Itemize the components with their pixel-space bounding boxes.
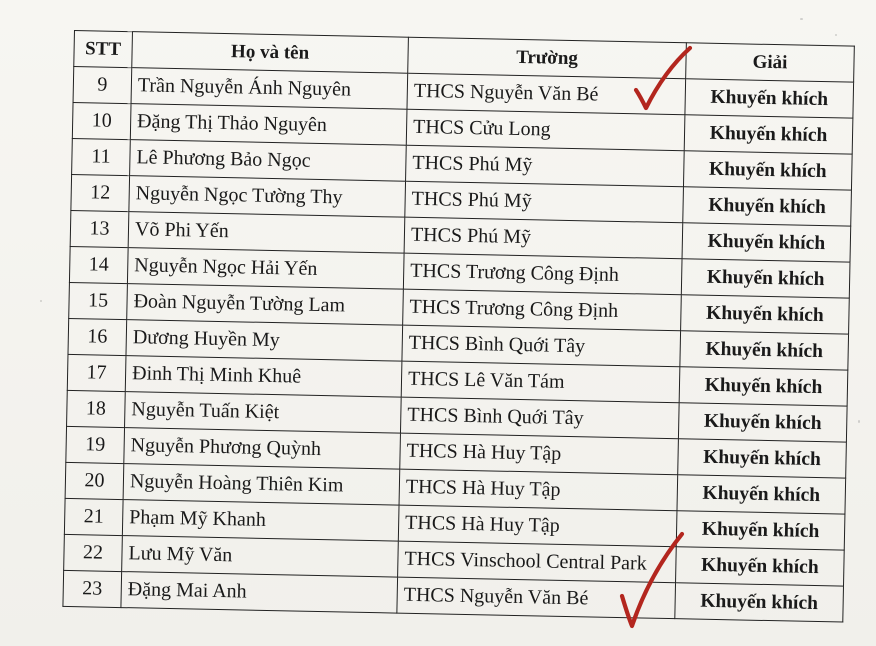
cell-name: Nguyễn Tuấn Kiệt	[125, 392, 402, 434]
speck	[858, 420, 860, 423]
cell-prize: Khuyến khích	[678, 439, 847, 478]
cell-prize: Khuyến khích	[681, 259, 850, 298]
cell-stt: 21	[64, 498, 123, 535]
speck	[800, 18, 803, 20]
cell-name: Phạm Mỹ Khanh	[122, 500, 399, 542]
cell-prize: Khuyến khích	[679, 367, 848, 406]
cell-prize: Khuyến khích	[676, 547, 845, 586]
cell-stt: 10	[72, 102, 131, 139]
cell-stt: 23	[63, 570, 122, 607]
cell-name: Nguyễn Phương Quỳnh	[124, 428, 401, 470]
cell-stt: 15	[69, 282, 128, 319]
cell-name: Đoàn Nguyễn Tường Lam	[127, 284, 404, 326]
cell-school: THCS Hà Huy Tập	[399, 469, 678, 511]
cell-name: Đinh Thị Minh Khuê	[125, 356, 402, 398]
cell-name: Nguyễn Hoàng Thiên Kim	[123, 464, 400, 506]
cell-prize: Khuyến khích	[678, 403, 847, 442]
cell-stt: 19	[66, 426, 125, 463]
cell-school: THCS Hà Huy Tập	[400, 433, 679, 475]
cell-name: Nguyễn Ngọc Tường Thy	[129, 176, 406, 218]
cell-school: THCS Trương Công Định	[403, 253, 682, 295]
cell-prize: Khuyến khích	[685, 79, 854, 118]
cell-school: THCS Bình Quới Tây	[402, 325, 681, 367]
cell-stt: 13	[70, 210, 129, 247]
cell-stt: 12	[71, 174, 130, 211]
results-table	[62, 30, 854, 623]
cell-school: THCS Phú Mỹ	[405, 181, 684, 223]
cell-stt: 22	[64, 534, 123, 571]
cell-school: THCS Phú Mỹ	[404, 217, 683, 259]
cell-stt: 20	[65, 462, 124, 499]
cell-school: THCS Nguyễn Văn Bé	[407, 73, 686, 115]
cell-prize: Khuyến khích	[676, 511, 845, 550]
table-body	[63, 67, 854, 623]
cell-school: THCS Phú Mỹ	[406, 145, 685, 187]
cell-name: Lưu Mỹ Văn	[122, 536, 399, 578]
cell-name: Trần Nguyễn Ánh Nguyên	[131, 68, 408, 110]
cell-school: THCS Hà Huy Tập	[398, 505, 677, 547]
cell-prize: Khuyến khích	[680, 331, 849, 370]
cell-name: Võ Phi Yến	[128, 212, 405, 254]
cell-prize: Khuyến khích	[681, 295, 850, 334]
header-school: Trường	[408, 37, 687, 79]
cell-school: THCS Cửu Long	[406, 109, 685, 151]
cell-prize: Khuyến khích	[675, 583, 844, 622]
header-stt: STT	[74, 31, 133, 68]
cell-name: Đặng Thị Thảo Nguyên	[130, 104, 407, 146]
cell-stt: 16	[68, 318, 127, 355]
cell-school: THCS Trương Công Định	[403, 289, 682, 331]
cell-school: THCS Nguyễn Văn Bé	[397, 577, 676, 619]
cell-stt: 14	[69, 246, 128, 283]
speck	[835, 34, 837, 36]
cell-school: THCS Lê Văn Tám	[401, 361, 680, 403]
cell-stt: 11	[72, 138, 131, 175]
cell-stt: 9	[73, 67, 132, 104]
cell-stt: 18	[67, 390, 126, 427]
cell-name: Dương Huyền My	[126, 320, 403, 362]
cell-school: THCS Bình Quới Tây	[400, 397, 679, 439]
cell-prize: Khuyến khích	[682, 223, 851, 262]
cell-name: Lê Phương Bảo Ngọc	[130, 140, 407, 182]
cell-school: THCS Vinschool Central Park	[398, 541, 677, 583]
cell-prize: Khuyến khích	[677, 475, 846, 514]
header-name: Họ và tên	[132, 32, 409, 74]
cell-prize: Khuyến khích	[684, 115, 853, 154]
cell-name: Đặng Mai Anh	[121, 572, 398, 614]
header-prize: Giải	[686, 43, 855, 82]
cell-prize: Khuyến khích	[683, 151, 852, 190]
speck	[40, 300, 42, 302]
cell-name: Nguyễn Ngọc Hải Yến	[127, 248, 404, 290]
results-sheet	[62, 30, 853, 623]
cell-prize: Khuyến khích	[683, 187, 852, 226]
cell-stt: 17	[67, 354, 126, 391]
